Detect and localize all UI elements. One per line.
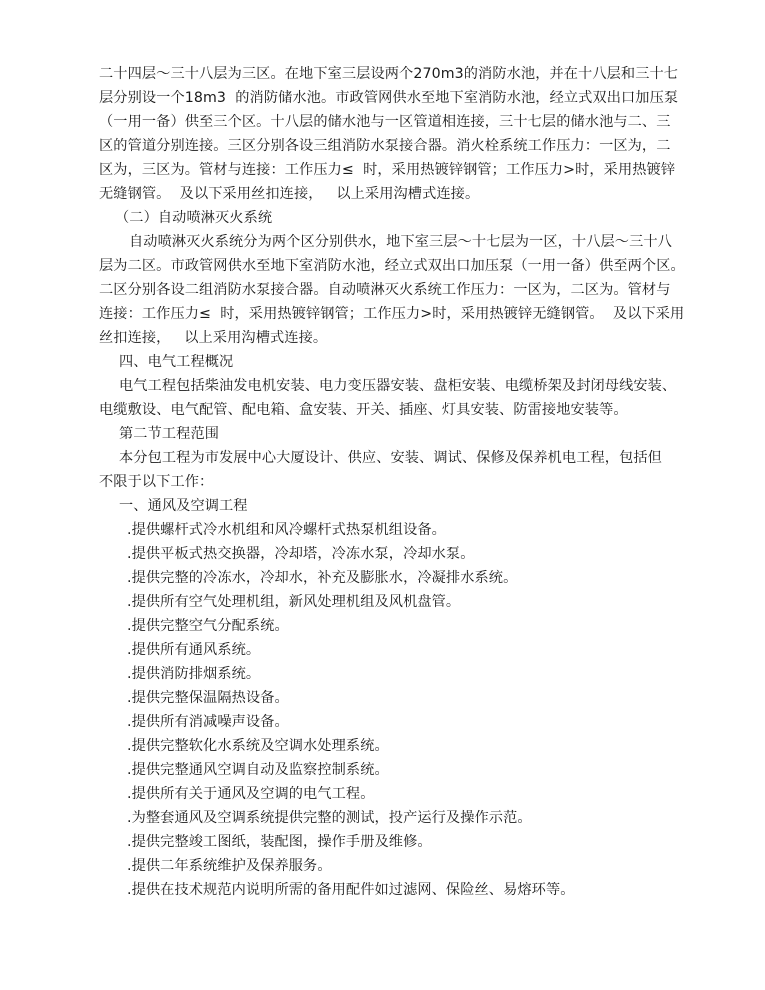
paragraph-line: 丝扣连接， 以上采用沟槽式连接。 xyxy=(99,330,328,346)
paragraph-line: 电缆敷设、电气配管、配电箱、盒安装、开关、插座、灯具安装、防雷接地安装等。 xyxy=(99,402,628,418)
list-item: .提供所有关于通风及空调的电气工程。 xyxy=(127,786,375,802)
list-item: .提供完整通风空调自动及监察控制系统。 xyxy=(127,762,389,778)
scope-list xyxy=(99,518,719,902)
paragraph-line: 不限于以下工作： xyxy=(99,474,214,490)
paragraph-line: 区为，三区为。管材与连接：工作压力≤ 时，采用热镀锌钢管；工作压力>时，采用热镀锌 xyxy=(99,162,676,178)
list-item: .提供完整的冷冻水，冷却水，补充及膨胀水，冷凝排水系统。 xyxy=(127,570,518,586)
list-item: .为整套通风及空调系统提供完整的测试，投产运行及操作示范。 xyxy=(127,810,532,826)
paragraph-line: 电气工程包括柴油发电机安装、电力变压器安装、盘柜安装、电缆桥架及封闭母线安装、 xyxy=(119,378,677,394)
list-item: .提供完整保温隔热设备。 xyxy=(127,690,289,706)
list-item: .提供螺杆式冷水机组和风冷螺杆式热泵机组设备。 xyxy=(127,522,446,538)
sprinkler-heading: （二）自动喷淋灭火系统 xyxy=(115,210,273,226)
list-item: .提供完整软化水系统及空调水处理系统。 xyxy=(127,738,389,754)
list-item: .提供完整空气分配系统。 xyxy=(127,618,289,634)
paragraph-line: 本分包工程为市发展中心大厦设计、供应、安装、调试、保修及保养机电工程，包括但 xyxy=(119,450,662,466)
list-item: .提供消防排烟系统。 xyxy=(127,666,261,682)
document-body xyxy=(99,62,719,902)
list-item: .提供所有通风系统。 xyxy=(127,642,261,658)
section-heading: 第二节工程范围 xyxy=(119,426,220,442)
list-item: .提供在技术规范内说明所需的备用配件如过滤网、保险丝、易熔环等。 xyxy=(127,882,575,898)
electrical-heading: 四、电气工程概况 xyxy=(119,354,234,370)
list-item: .提供所有消减噪声设备。 xyxy=(127,714,289,730)
paragraph-line: 层分别设一个18m3 的消防储水池。市政管网供水至地下室消防水池，经立式双出口加压泵 xyxy=(99,90,679,106)
hvac-heading: 一、通风及空调工程 xyxy=(119,498,248,514)
paragraph-line: 连接：工作压力≤ 时，采用热镀锌钢管；工作压力>时，采用热镀锌无缝钢管。 及以下采用 xyxy=(99,306,685,322)
paragraph-line: 层为二区。市政管网供水至地下室消防水池，经立式双出口加压泵（一用一备）供至两个区。 xyxy=(99,258,685,274)
list-item: .提供所有空气处理机组，新风处理机组及风机盘管。 xyxy=(127,594,461,610)
fire-hydrant-paragraph xyxy=(99,62,719,206)
electrical-paragraph xyxy=(99,374,719,422)
paragraph-line: （一用一备）供至三个区。十八层的储水池与一区管道相连接，三十七层的储水池与二、三 xyxy=(99,114,671,130)
list-item: .提供平板式热交换器，冷却塔，冷冻水泵，冷却水泵。 xyxy=(127,546,475,562)
paragraph-line: 无缝钢管。 及以下采用丝扣连接， 以上采用沟槽式连接。 xyxy=(99,186,480,202)
scope-intro-paragraph xyxy=(99,446,719,494)
paragraph-line: 自动喷淋灭火系统分为两个区分别供水，地下室三层～十七层为一区，十八层～三十八 xyxy=(129,234,672,250)
paragraph-line: 二区分别各设二组消防水泵接合器。自动喷淋灭火系统工作压力：一区为，二区为。管材与 xyxy=(99,282,671,298)
list-item: .提供完整竣工图纸，装配图，操作手册及维修。 xyxy=(127,834,432,850)
paragraph-line: 二十四层～三十八层为三区。在地下室三层设两个270m3的消防水池，并在十八层和三十七 xyxy=(99,66,679,82)
sprinkler-paragraph xyxy=(99,230,719,350)
paragraph-line: 区的管道分别连接。三区分别各设三组消防水泵接合器。消火栓系统工作压力：一区为，二 xyxy=(99,138,671,154)
list-item: .提供二年系统维护及保养服务。 xyxy=(127,858,332,874)
